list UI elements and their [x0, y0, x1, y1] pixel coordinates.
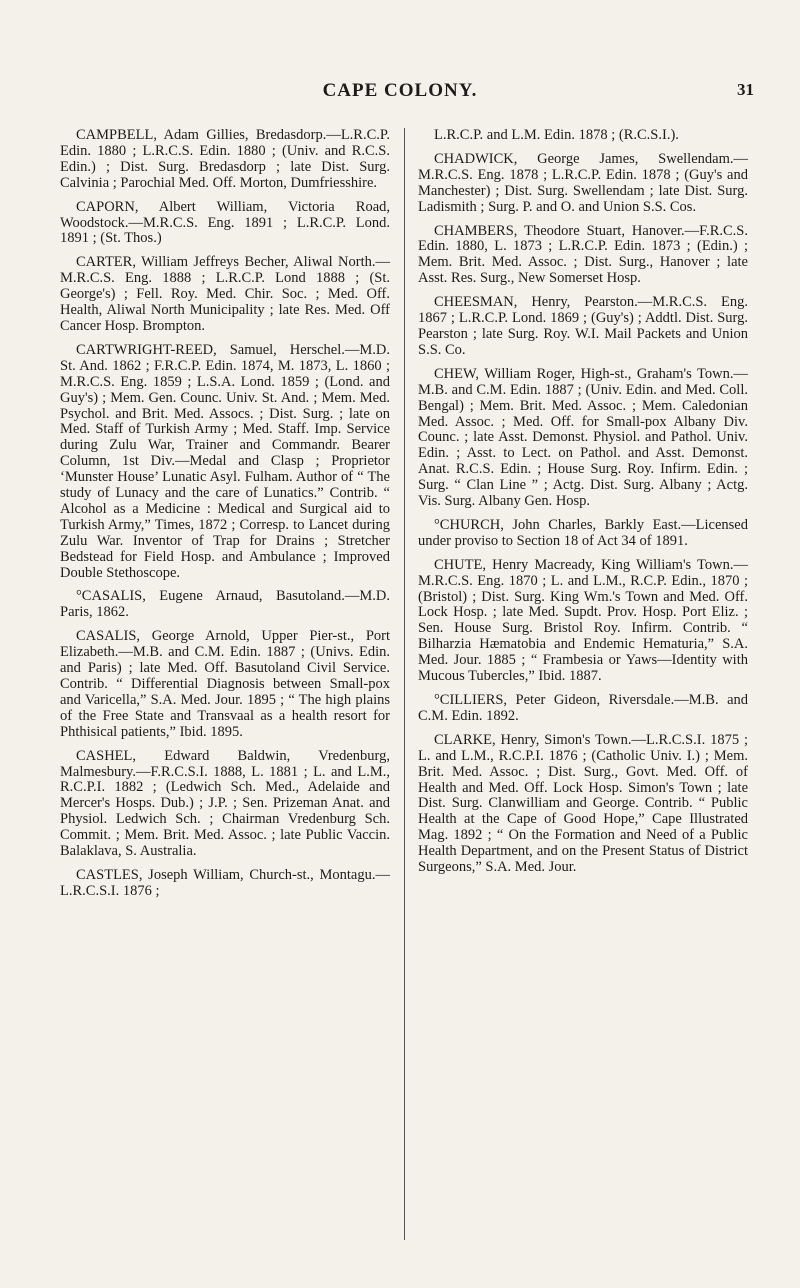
directory-entry: L.R.C.P. and L.M. Edin. 1878 ; (R.C.S.I.). [434, 127, 679, 143]
directory-entry: CHAMBERS, Theodore Stuart, Hanover.—F.R.C.S. Edin. 1880, L. 1873 ; L.R.C.P. Edin. 1873 ; (Edin.) ; Mem. Brit. Med. Assoc. ; Dist. Surg., Hanover ; late Asst. Res. Surg., New Somerset Hosp. [418, 222, 748, 287]
left-column [60, 128, 390, 908]
directory-entry: CLARKE, Henry, Simon's Town.—L.R.C.S.I. 1875 ; L. and L.M., R.C.P.I. 1876 ; (Catholic Univ. I.) ; Mem. Brit. Med. Assoc. ; Dist. Surg., Govt. Med. Off. of Health and Med. Off. Lock Hosp. Simon's Town ; late Dist. Surg. Clanwilliam and George. Contrib. “ Public Health at the Cape of Good Hope,” Cape Illustrated Mag. 1892 ; “ On the Formation and Need of a Public Health Department, and on the Present Status of District Surgeons,” S.A. Med. Jour. [418, 731, 748, 876]
directory-entry: CASTLES, Joseph William, Church-st., Montagu.—L.R.C.S.I. 1876 ; [60, 866, 390, 899]
directory-entry: CHEESMAN, Henry, Pearston.—M.R.C.S. Eng. 1867 ; L.R.C.P. Lond. 1869 ; (Guy's) ; Addtl. Dist. Surg. Pearston ; late Surg. Roy. W.I. Mail Packets and Union S.S. Co. [418, 294, 748, 358]
page-title: CAPE COLONY. [322, 80, 478, 101]
page-header [40, 80, 760, 106]
directory-entry: °CASALIS, Eugene Arnaud, Basutoland.—M.D. Paris, 1862. [60, 588, 390, 621]
directory-entry: °CILLIERS, Peter Gideon, Riversdale.—M.B. and C.M. Edin. 1892. [418, 692, 748, 724]
directory-entry: CHUTE, Henry Macready, King William's Town.—M.R.C.S. Eng. 1870 ; L. and L.M., R.C.P. Edin., 1870 ; (Bristol) ; Dist. Surg. King Wm.'s Town and Med. Off. Lock Hosp. ; late Med. Supdt. Prov. Hosp. Port Eliz. ; Sen. House Surg. Bristol Roy. Infirm. Contrib. “ Bilharzia Hæmatobia and Endemic Hematuria,” S.A. Med. Jour. 1885 ; “ Frambesia or Yaws—Identity with Mucous Tubercles,” Ibid. 1887. [418, 556, 748, 685]
directory-entry: CHADWICK, George James, Swellendam.—M.R.C.S. Eng. 1878 ; L.R.C.P. Edin. 1878 ; (Guy's and Manchester) ; Dist. Surg. Swellendam ; late Dist. Surg. Ladismith ; Surg. P. and O. and Union S.S. Cos. [418, 150, 748, 215]
right-column [418, 128, 748, 884]
directory-entry: CHEW, William Roger, High-st., Graham's Town.—M.B. and C.M. Edin. 1887 ; (Univ. Edin. and Med. Coll. Bengal) ; Mem. Brit. Med. Assoc. ; Mem. Caledonian Med. Assoc. ; Med. Off. for Small-pox Albany Div. Counc. ; late Asst. Demonst. Physiol. and Pathol. Univ. Edin. ; Asst. to Lect. on Pathol. and Asst. Demonst. Anat. R.C.S. Edin. ; House Surg. Roy. Infirm. Edin. ; Surg. “ Clan Line ” ; Actg. Dist. Surg. Albany ; Actg. Vis. Surg. Albany Gen. Hosp. [418, 365, 748, 510]
column-divider [404, 128, 405, 1240]
directory-entry: CARTER, William Jeffreys Becher, Aliwal North.—M.R.C.S. Eng. 1888 ; L.R.C.P. Lond 1888 ; (St. George's) ; Fell. Roy. Med. Chir. Soc. ; Med. Off. Health, Aliwal North Municipality ; late Res. Med. Off Cancer Hosp. Brompton. [60, 254, 390, 334]
directory-entry: CARTWRIGHT-REED, Samuel, Herschel.—M.D. St. And. 1862 ; F.R.C.P. Edin. 1874, M. 1873, L. 1860 ; M.R.C.S. Eng. 1859 ; L.S.A. Lond. 1859 ; (Lond. and Guy's) ; Mem. Gen. Counc. Univ. St. And. ; Mem. Med. Psychol. and Brit. Med. Assocs. ; Dist. Surg. ; late on Med. Staff of Turkish Army ; Med. Staff. Imp. Service during Zulu War, Trainer and Commandr. Bearer Column, 1st Div.—Medal and Clasp ; Proprietor ‘Munster House’ Lunatic Asyl. Fulham. Author of “ The study of Lunacy and the care of Lunatics.” Contrib. “ Alcohol as a Medicine : Medical and Surgical aid to Turkish Army,” Times, 1872 ; Corresp. to Lancet during Zulu War. Inventor of Trap for Drains ; Stretcher Bedstead for Field Hosp. and Ambulance ; Improved Double Stethoscope. [60, 341, 390, 581]
directory-entry: CAMPBELL, Adam Gillies, Bredasdorp.—L.R.C.P. Edin. 1880 ; L.R.C.S. Edin. 1880 ; (Univ. and R.C.S. Edin.) ; Dist. Surg. Bredasdorp ; late Dist. Surg. Calvinia ; Parochial Med. Off. Morton, Dumfriesshire. [60, 127, 390, 191]
page-number: 31 [737, 80, 754, 99]
directory-entry: CASALIS, George Arnold, Upper Pier-st., Port Elizabeth.—M.B. and C.M. Edin. 1887 ; (Univs. Edin. and Paris) ; late Med. Off. Basutoland Civil Service. Contrib. “ Differential Diagnosis between Small-pox and Varicella,” S.A. Med. Jour. 1895 ; “ The high plains of the Free State and Transvaal as a health resort for Phthisical patients,” Ibid. 1895. [60, 628, 390, 740]
directory-entry: °CHURCH, John Charles, Barkly East.—Licensed under proviso to Section 18 of Act 34 of 1891. [418, 516, 748, 549]
directory-entry: CAPORN, Albert William, Victoria Road, Woodstock.—M.R.C.S. Eng. 1891 ; L.R.C.P. Lond. 1891 ; (St. Thos.) [60, 198, 390, 247]
directory-entry: CASHEL, Edward Baldwin, Vredenburg, Malmesbury.—F.R.C.S.I. 1888, L. 1881 ; L. and L.M., R.C.P.I. 1882 ; (Ledwich Sch. Med., Adelaide and Mercer's Hosps. Dub.) ; J.P. ; Sen. Prizeman Anat. and Physiol. Ledwich Sch. ; Chairman Vredenburg Sch. Commit. ; Mem. Brit. Med. Assoc. ; late Public Vaccin. Balaklava, S. Australia. [60, 747, 390, 860]
